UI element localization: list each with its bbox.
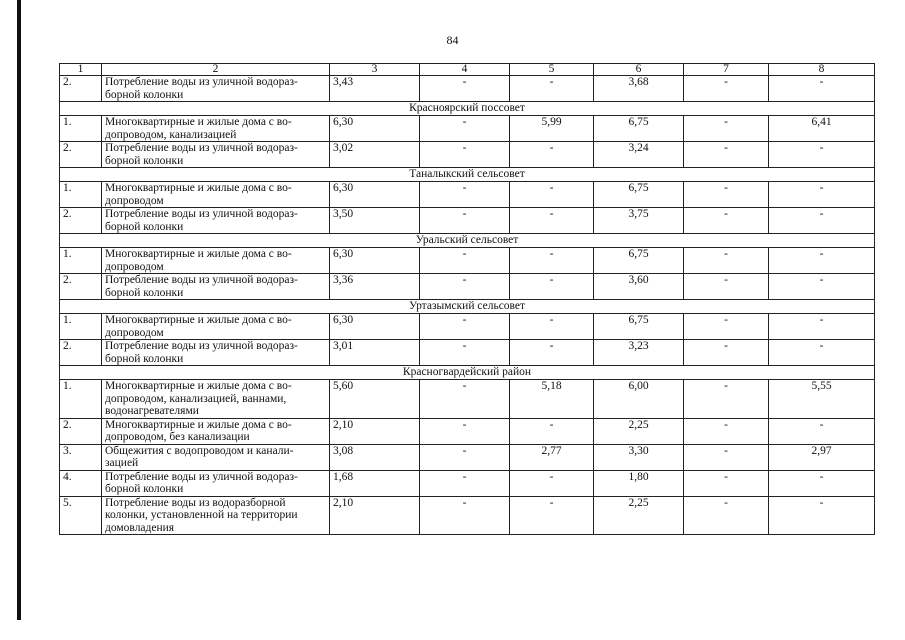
value-cell-col-3: 3,50 (330, 208, 420, 234)
row-description: Многоквартирные и жилые дома с во-допроводом, канализацией, ваннами, водонагревателями (102, 380, 330, 419)
table-row (60, 314, 875, 340)
value-cell-col-7: - (684, 444, 769, 470)
value-cell-col-5: - (510, 340, 594, 366)
value-cell-col-4: - (420, 444, 510, 470)
value-cell-col-8: - (769, 274, 875, 300)
tariff-table (59, 63, 875, 535)
row-number: 4. (60, 470, 102, 496)
value-cell-col-6: 6,75 (594, 248, 684, 274)
value-cell-col-5: - (510, 182, 594, 208)
table-row (60, 470, 875, 496)
page-number: 84 (446, 33, 459, 47)
table-row (60, 76, 875, 102)
table-row (60, 496, 875, 535)
value-cell-col-6: 1,80 (594, 470, 684, 496)
value-cell-col-3: 2,10 (330, 496, 420, 535)
value-cell-col-4: - (420, 470, 510, 496)
value-cell-col-5: - (510, 314, 594, 340)
value-cell-col-3: 6,30 (330, 314, 420, 340)
value-cell-col-5: - (510, 76, 594, 102)
value-cell-col-3: 3,36 (330, 274, 420, 300)
value-cell-col-4: - (420, 76, 510, 102)
table-row (60, 340, 875, 366)
column-header-5: 5 (510, 64, 594, 76)
row-number: 2. (60, 274, 102, 300)
row-description: Многоквартирные и жилые дома с во-допроводом (102, 314, 330, 340)
value-cell-col-6: 6,00 (594, 380, 684, 419)
row-number: 1. (60, 248, 102, 274)
value-cell-col-3: 6,30 (330, 116, 420, 142)
value-cell-col-3: 3,08 (330, 444, 420, 470)
value-cell-col-3: 6,30 (330, 248, 420, 274)
value-cell-col-3: 3,01 (330, 340, 420, 366)
value-cell-col-8: - (769, 496, 875, 535)
value-cell-col-5: 5,18 (510, 380, 594, 419)
section-title: Красноярский поссовет (60, 102, 875, 116)
value-cell-col-6: 3,68 (594, 76, 684, 102)
value-cell-col-4: - (420, 208, 510, 234)
row-description: Многоквартирные и жилые дома с во-допроводом, канализацией (102, 116, 330, 142)
table-row (60, 380, 875, 419)
value-cell-col-4: - (420, 142, 510, 168)
value-cell-col-7: - (684, 496, 769, 535)
table-body (60, 64, 875, 535)
row-description: Потребление воды из уличной водораз-борной колонки (102, 274, 330, 300)
table-row (60, 274, 875, 300)
table-row (60, 116, 875, 142)
value-cell-col-6: 6,75 (594, 116, 684, 142)
table-row (60, 444, 875, 470)
value-cell-col-6: 3,60 (594, 274, 684, 300)
section-row (60, 300, 875, 314)
value-cell-col-5: 5,99 (510, 116, 594, 142)
row-number: 2. (60, 340, 102, 366)
row-number: 3. (60, 444, 102, 470)
value-cell-col-8: 6,41 (769, 116, 875, 142)
row-description: Многоквартирные и жилые дома с во-допроводом, без канализации (102, 418, 330, 444)
row-number: 1. (60, 116, 102, 142)
value-cell-col-7: - (684, 182, 769, 208)
row-description: Потребление воды из уличной водораз-борной колонки (102, 470, 330, 496)
section-title: Красногвардейский район (60, 366, 875, 380)
column-header-3: 3 (330, 64, 420, 76)
section-row (60, 366, 875, 380)
value-cell-col-7: - (684, 208, 769, 234)
row-description: Потребление воды из водоразборной колонки, установленной на территории домовладения (102, 496, 330, 535)
value-cell-col-7: - (684, 418, 769, 444)
value-cell-col-8: - (769, 314, 875, 340)
value-cell-col-4: - (420, 182, 510, 208)
value-cell-col-4: - (420, 380, 510, 419)
value-cell-col-3: 6,30 (330, 182, 420, 208)
row-number: 5. (60, 496, 102, 535)
value-cell-col-7: - (684, 248, 769, 274)
value-cell-col-6: 2,25 (594, 496, 684, 535)
value-cell-col-4: - (420, 248, 510, 274)
value-cell-col-7: - (684, 76, 769, 102)
page-edge-bar (17, 0, 21, 620)
value-cell-col-7: - (684, 314, 769, 340)
row-description: Потребление воды из уличной водораз-борной колонки (102, 76, 330, 102)
value-cell-col-3: 3,02 (330, 142, 420, 168)
value-cell-col-5: 2,77 (510, 444, 594, 470)
row-number: 2. (60, 142, 102, 168)
column-header-6: 6 (594, 64, 684, 76)
value-cell-col-4: - (420, 314, 510, 340)
value-cell-col-5: - (510, 208, 594, 234)
row-description: Многоквартирные и жилые дома с во-допроводом (102, 248, 330, 274)
row-number: 1. (60, 182, 102, 208)
value-cell-col-3: 5,60 (330, 380, 420, 419)
value-cell-col-8: - (769, 76, 875, 102)
table-row (60, 208, 875, 234)
value-cell-col-7: - (684, 470, 769, 496)
value-cell-col-3: 3,43 (330, 76, 420, 102)
value-cell-col-5: - (510, 496, 594, 535)
value-cell-col-6: 3,24 (594, 142, 684, 168)
value-cell-col-8: - (769, 142, 875, 168)
table-row (60, 418, 875, 444)
row-number: 2. (60, 76, 102, 102)
value-cell-col-7: - (684, 142, 769, 168)
value-cell-col-8: 2,97 (769, 444, 875, 470)
value-cell-col-6: 3,23 (594, 340, 684, 366)
row-number: 1. (60, 314, 102, 340)
value-cell-col-6: 3,30 (594, 444, 684, 470)
column-header-8: 8 (769, 64, 875, 76)
value-cell-col-8: - (769, 418, 875, 444)
row-number: 2. (60, 208, 102, 234)
table-row (60, 182, 875, 208)
value-cell-col-5: - (510, 470, 594, 496)
value-cell-col-8: - (769, 340, 875, 366)
value-cell-col-8: - (769, 208, 875, 234)
table-row (60, 248, 875, 274)
value-cell-col-7: - (684, 340, 769, 366)
value-cell-col-8: - (769, 248, 875, 274)
value-cell-col-3: 1,68 (330, 470, 420, 496)
value-cell-col-6: 2,25 (594, 418, 684, 444)
value-cell-col-8: 5,55 (769, 380, 875, 419)
column-header-4: 4 (420, 64, 510, 76)
row-description: Потребление воды из уличной водораз-борной колонки (102, 208, 330, 234)
value-cell-col-6: 6,75 (594, 182, 684, 208)
value-cell-col-3: 2,10 (330, 418, 420, 444)
value-cell-col-8: - (769, 470, 875, 496)
row-description: Потребление воды из уличной водораз-борной колонки (102, 142, 330, 168)
value-cell-col-7: - (684, 116, 769, 142)
row-description: Многоквартирные и жилые дома с во-допроводом (102, 182, 330, 208)
value-cell-col-6: 3,75 (594, 208, 684, 234)
section-row (60, 168, 875, 182)
value-cell-col-5: - (510, 418, 594, 444)
value-cell-col-4: - (420, 340, 510, 366)
column-header-2: 2 (102, 64, 330, 76)
value-cell-col-4: - (420, 274, 510, 300)
section-row (60, 102, 875, 116)
value-cell-col-5: - (510, 248, 594, 274)
value-cell-col-4: - (420, 116, 510, 142)
value-cell-col-6: 6,75 (594, 314, 684, 340)
table-row (60, 142, 875, 168)
value-cell-col-4: - (420, 418, 510, 444)
row-description: Общежития с водопроводом и канали-зацией (102, 444, 330, 470)
section-title: Уртазымский сельсовет (60, 300, 875, 314)
row-number: 2. (60, 418, 102, 444)
section-title: Таналыкский сельсовет (60, 168, 875, 182)
value-cell-col-7: - (684, 274, 769, 300)
column-header-7: 7 (684, 64, 769, 76)
row-description: Потребление воды из уличной водораз-борной колонки (102, 340, 330, 366)
section-row (60, 234, 875, 248)
section-title: Уральский сельсовет (60, 234, 875, 248)
value-cell-col-7: - (684, 380, 769, 419)
value-cell-col-4: - (420, 496, 510, 535)
value-cell-col-8: - (769, 182, 875, 208)
value-cell-col-5: - (510, 274, 594, 300)
value-cell-col-5: - (510, 142, 594, 168)
table-header-row (60, 64, 875, 76)
column-header-1: 1 (60, 64, 102, 76)
row-number: 1. (60, 380, 102, 419)
